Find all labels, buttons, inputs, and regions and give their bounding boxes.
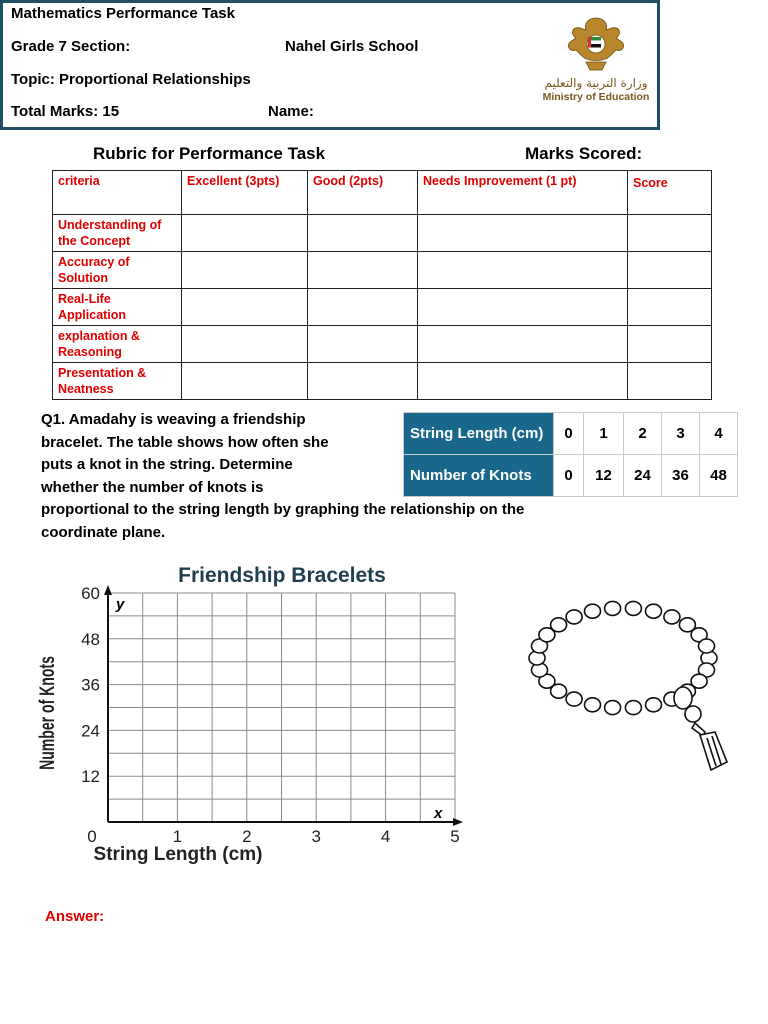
table-value: 3 [662, 413, 700, 455]
rubric-cell[interactable] [418, 326, 628, 363]
question-line: bracelet. The table shows how often she [41, 433, 329, 451]
question-line: puts a knot in the string. Determine [41, 456, 293, 474]
bead-icon [551, 618, 567, 632]
topic-label: Topic: Proportional Relationships [11, 71, 251, 88]
rubric-col-excellent: Excellent (3pts) [182, 171, 308, 215]
bracelet-illustration [515, 590, 740, 785]
name-label: Name: [268, 103, 314, 120]
tassel-icon [674, 687, 727, 770]
bead-icon [664, 610, 680, 624]
table-value: 0 [554, 455, 584, 497]
knots-label: Number of Knots [404, 455, 554, 497]
rubric-col-needs-improvement: Needs Improvement (1 pt) [418, 171, 628, 215]
rubric-col-criteria: criteria [53, 171, 182, 215]
question-line: proportional to the string length by graphing the relationship on the [41, 501, 525, 519]
rubric-cell[interactable] [182, 363, 308, 400]
rubric-row [53, 289, 712, 326]
x-axis-letter: x [434, 805, 443, 822]
bead-icon [566, 692, 582, 706]
bead-icon [566, 610, 582, 624]
rubric-row [53, 326, 712, 363]
marks-scored-label: Marks Scored: [525, 144, 643, 163]
table-value: 1 [584, 413, 624, 455]
y-tick-label: 24 [81, 721, 100, 741]
rubric-criterion: Real-Life Application [53, 289, 182, 326]
values-table [403, 412, 738, 497]
bead-icon [585, 604, 601, 618]
table-value: 24 [624, 455, 662, 497]
rubric-table [52, 170, 712, 400]
rubric-criterion: Understanding of the Concept [53, 215, 182, 252]
chart-title: Friendship Bracelets [178, 564, 386, 587]
y-tick-label: 48 [81, 629, 100, 649]
rubric-cell[interactable] [628, 363, 712, 400]
table-value: 2 [624, 413, 662, 455]
table-value: 0 [554, 413, 584, 455]
bead-icon [646, 604, 662, 618]
rubric-criterion: Accuracy of Solution [53, 252, 182, 289]
x-tick-label: 3 [311, 827, 321, 846]
rubric-cell[interactable] [418, 289, 628, 326]
bead-icon [625, 701, 641, 715]
task-title: Mathematics Performance Task [11, 5, 235, 22]
table-value: 12 [584, 455, 624, 497]
string-length-row [404, 413, 738, 455]
rubric-col-good: Good (2pts) [308, 171, 418, 215]
logo-arabic-text: وزارة التربية والتعليم [544, 76, 648, 90]
question-line: coordinate plane. [41, 523, 166, 541]
bead-icon [699, 639, 715, 653]
grade-section-label: Grade 7 Section: [11, 38, 131, 55]
coordinate-plane[interactable] [0, 555, 480, 875]
ministry-logo [540, 12, 652, 107]
bead-icon [605, 601, 621, 615]
school-name: Nahel Girls School [285, 38, 419, 55]
rubric-cell[interactable] [308, 252, 418, 289]
emblem-icon [540, 12, 652, 76]
rubric-row [53, 252, 712, 289]
bead-icon [585, 698, 601, 712]
rubric-cell[interactable] [182, 252, 308, 289]
y-tick-label: 36 [81, 675, 100, 695]
y-tick-label: 12 [81, 767, 100, 787]
rubric-row [53, 363, 712, 400]
rubric-cell[interactable] [418, 252, 628, 289]
rubric-cell[interactable] [182, 215, 308, 252]
logo-english-text: Ministry of Education [542, 91, 650, 103]
rubric-cell[interactable] [418, 363, 628, 400]
rubric-title: Rubric for Performance Task [93, 144, 326, 163]
x-tick-label: 5 [450, 827, 460, 846]
answer-label: Answer: [45, 908, 105, 925]
rubric-row [53, 215, 712, 252]
rubric-cell[interactable] [308, 326, 418, 363]
rubric-criterion: explanation & Reasoning [53, 326, 182, 363]
chart-axes [104, 585, 463, 826]
y-tick-label: 60 [81, 584, 100, 603]
rubric-criterion: Presentation & Neatness [53, 363, 182, 400]
rubric-col-score: Score [628, 171, 712, 215]
rubric-cell[interactable] [418, 215, 628, 252]
table-value: 36 [662, 455, 700, 497]
header-box [0, 0, 660, 130]
question-line: Q1. Amadahy is weaving a friendship [41, 411, 306, 428]
x-axis-label: String Length (cm) [93, 844, 263, 865]
y-axis-arrow-icon [104, 585, 112, 595]
x-tick-label: 1 [172, 827, 183, 846]
y-axis-letter: y [116, 596, 125, 613]
rubric-cell[interactable] [182, 289, 308, 326]
total-marks-label: Total Marks: 15 [11, 103, 120, 120]
rubric-header-row [53, 171, 712, 215]
question-line: whether the number of knots is [41, 478, 264, 496]
table-value: 4 [700, 413, 738, 455]
knots-row [404, 455, 738, 497]
x-tick-label: 0 [87, 827, 97, 846]
bead-icon [605, 701, 621, 715]
rubric-cell[interactable] [628, 289, 712, 326]
rubric-cell[interactable] [308, 289, 418, 326]
x-axis-arrow-icon [453, 818, 463, 826]
rubric-cell[interactable] [182, 326, 308, 363]
x-tick-label: 2 [242, 827, 252, 846]
bead-icon [646, 698, 662, 712]
bead-icon [625, 601, 641, 615]
rubric-cell[interactable] [628, 215, 712, 252]
x-tick-label: 4 [380, 827, 391, 846]
chart-ticks [81, 584, 460, 846]
rubric-cell[interactable] [308, 215, 418, 252]
rubric-cell[interactable] [628, 252, 712, 289]
rubric-cell[interactable] [308, 363, 418, 400]
table-value: 48 [700, 455, 738, 497]
rubric-cell[interactable] [628, 326, 712, 363]
string-length-label: String Length (cm) [404, 413, 554, 455]
chart-grid [108, 593, 455, 822]
y-axis-label: Number of Knots [35, 656, 59, 770]
